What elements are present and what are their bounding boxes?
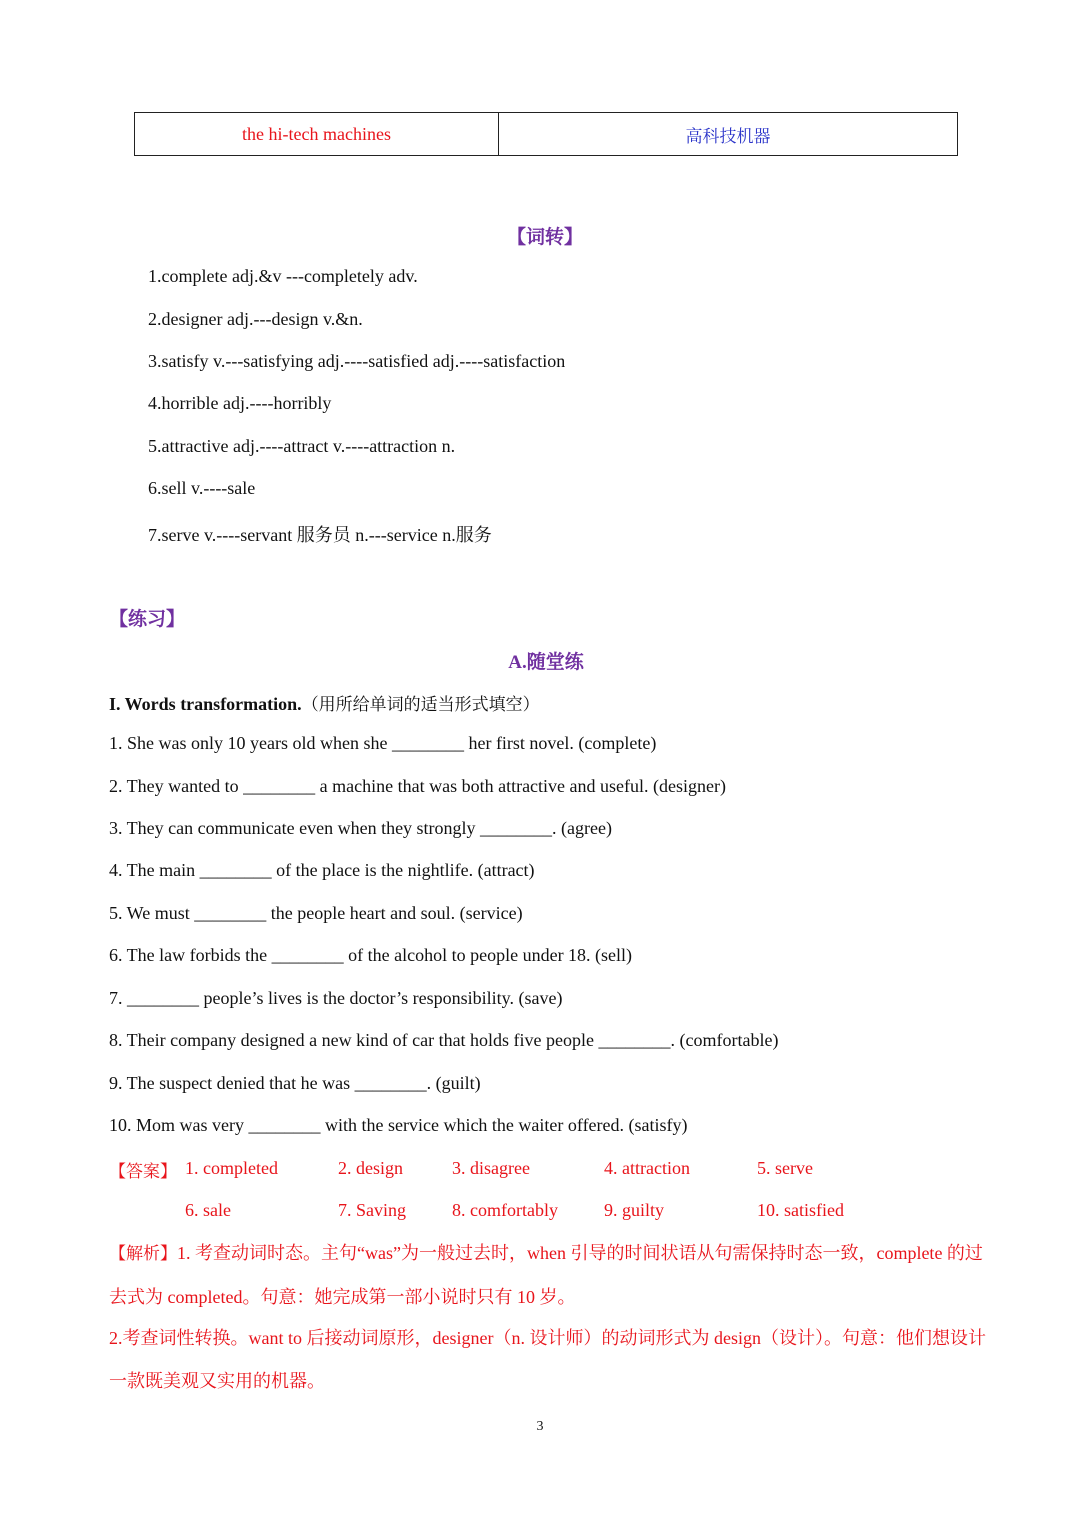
analysis-paragraph-2: 2.考查词性转换。want to 后接动词原形，designer（n. 设计师）的动词形式为 design（设计）。句意：他们想设计一款既美观又实用的机器。 [109,1328,986,1391]
answer-item: 5. serve [757,1158,813,1178]
task-title [109,690,540,715]
answer-item: 2. design [338,1158,403,1178]
word-transform-item: 2.designer adj.---design v.&n. [148,309,363,329]
analysis-text-1: 1. 考查动词时态。主句“was”为一般过去时，when 引导的时间状语从句需保持时态一致，complete 的过去式为 completed。句意：她完成第一部小说时只有 10 岁。 [109,1243,983,1307]
answer-item: 9. guilty [604,1200,665,1220]
answer-item: 1. completed [185,1158,278,1178]
word-transform-item: 1.complete adj.&v ---completely adv. [148,266,418,286]
word-transform-item: 5.attractive adj.----attract v.----attraction n. [148,436,456,456]
word-transform-item: 6.sell v.----sale [148,478,256,498]
question-line: 3. They can communicate even when they strongly ________. (agree) [109,818,613,838]
answers-label: 【答案】 [109,1162,177,1182]
vocab-english-cell: the hi-tech machines [135,113,499,155]
answer-item: 8. comfortably [452,1200,558,1220]
question-line: 10. Mom was very ________ with the service which the waiter offered. (satisfy) [109,1115,688,1135]
question-line: 8. Their company designed a new kind of car that holds five people ________. (comfortable) [109,1030,779,1050]
question-line: 6. The law forbids the ________ of the alcohol to people under 18. (sell) [109,945,633,965]
page-number: 3 [536,1419,544,1434]
vocab-chinese-cell: 高科技机器 [685,126,771,147]
answer-item: 4. attraction [604,1158,690,1178]
question-line: 9. The suspect denied that he was ________. (guilt) [109,1073,481,1093]
word-transform-item: 4.horrible adj.----horribly [148,393,332,413]
question-line: 5. We must ________ the people heart and soul. (service) [109,903,523,923]
answer-item: 3. disagree [452,1158,530,1178]
word-transform-item: 7.serve v.----servant 服务员 n.---service n.服务 [148,525,492,545]
task-title-chinese: （用所给单词的适当形式填空） [301,695,540,715]
answer-item: 7. Saving [338,1200,407,1220]
question-line: 2. They wanted to ________ a machine that was both attractive and useful. (designer) [109,776,726,796]
analysis-paragraph-1 [109,1232,989,1319]
question-line: 4. The main ________ of the place is the nightlife. (attract) [109,860,535,880]
vocab-table [134,112,958,156]
question-line: 7. ________ people’s lives is the doctor’s responsibility. (save) [109,988,563,1008]
practice-subheading: A.随堂练 [508,652,584,673]
question-line: 1. She was only 10 years old when she ________ her first novel. (complete) [109,733,657,753]
answer-item: 6. sale [185,1200,231,1220]
word-transform-item: 3.satisfy v.---satisfying adj.----satisfied adj.----satisfaction [148,351,566,371]
answer-item: 10. satisfied [757,1200,844,1220]
practice-heading: 【练习】 [109,608,186,630]
word-transform-heading: 【词转】 [506,226,583,248]
task-title-english: I. Words transformation. [109,694,302,714]
analysis-label: 【解析】 [109,1244,177,1264]
